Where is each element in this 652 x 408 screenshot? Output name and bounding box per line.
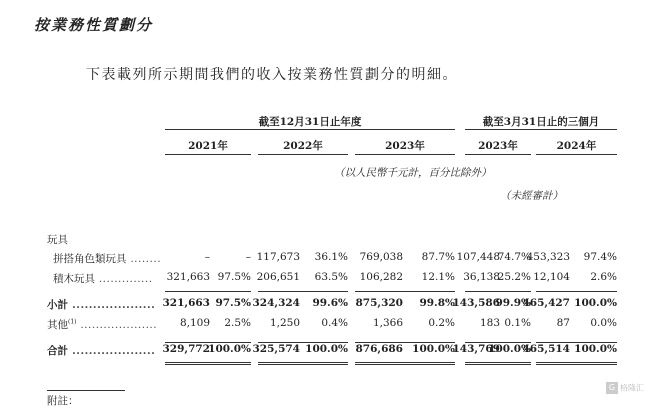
section-label-toys: 玩具 (47, 234, 68, 246)
year-header-2023-q1: 2023年 (478, 140, 518, 152)
total-double-rule (355, 362, 455, 365)
watermark-logo-icon: G (606, 382, 618, 394)
amount-cell: 453,323 (526, 251, 570, 263)
percent-cell: 87.7% (421, 251, 455, 263)
footnote-marker: (1) (68, 318, 77, 326)
total-rule (465, 342, 531, 343)
percent-cell: 12.1% (421, 271, 455, 283)
year-rule (258, 154, 348, 155)
year-header-2024-q1: 2024年 (556, 140, 597, 152)
percent-cell: 100.0% (488, 343, 531, 355)
total-double-rule (536, 362, 617, 365)
row-label-text: 拼搭角色類玩具 (53, 253, 127, 265)
quarter-header-rule (465, 129, 617, 130)
annual-group-header: 截至12月31日止年度 (258, 116, 362, 128)
leader-dots: .................... (68, 299, 156, 311)
amount-cell: 107,448 (456, 251, 500, 263)
percent-cell: 0.4% (321, 317, 348, 329)
watermark: G 格隆汇 (606, 382, 644, 394)
total-rule (536, 342, 617, 343)
leader-dots: .................... (68, 345, 156, 357)
leader-dots: .................... (76, 319, 158, 331)
amount-cell: 769,038 (359, 251, 403, 263)
percent-cell: – (245, 251, 251, 263)
row-label (47, 297, 155, 312)
year-header-2023: 2023年 (385, 140, 425, 152)
percent-cell: 100.0% (574, 297, 617, 309)
percent-cell: 99.6% (312, 297, 348, 309)
amount-cell: 1,366 (372, 317, 403, 329)
subtotal-rule (465, 291, 531, 292)
subtotal-rule (536, 291, 617, 292)
percent-cell: 99.9% (495, 297, 531, 309)
intro-paragraph: 下表載列所示期間我們的收入按業務性質劃分的明細。 (86, 67, 458, 83)
year-rule (165, 154, 251, 155)
row-label (47, 317, 157, 332)
percent-cell: 100.0% (412, 343, 455, 355)
row-label-text: 小計 (47, 299, 68, 311)
subtotal-rule (355, 291, 455, 292)
amount-cell: – (204, 251, 210, 263)
amount-cell: 206,651 (256, 271, 300, 283)
row-label (53, 271, 153, 286)
percent-cell: 2.6% (590, 271, 617, 283)
year-header-2022: 2022年 (283, 140, 323, 152)
subtotal-rule (258, 291, 348, 292)
total-rule (258, 342, 348, 343)
percent-cell: 97.5% (215, 297, 251, 309)
percent-cell: 97.4% (583, 251, 617, 263)
amount-cell: 465,427 (522, 297, 570, 309)
amount-cell: 324,324 (252, 297, 300, 309)
subtotal-rule (165, 291, 251, 292)
year-rule (355, 154, 455, 155)
footnote-label: 附註： (47, 395, 79, 407)
total-double-rule (465, 362, 531, 365)
section-heading: 按業務性質劃分 (34, 16, 154, 34)
amount-cell: 117,673 (256, 251, 300, 263)
percent-cell: 2.5% (224, 317, 251, 329)
amount-cell: 325,574 (252, 343, 300, 355)
percent-cell: 63.5% (314, 271, 348, 283)
percent-cell: 100.0% (208, 343, 251, 355)
total-rule (165, 342, 251, 343)
amount-cell: 321,663 (162, 297, 210, 309)
total-double-rule (258, 362, 348, 365)
amount-cell: 876,686 (355, 343, 403, 355)
amount-cell: 1,250 (269, 317, 300, 329)
amount-cell: 143,586 (452, 297, 500, 309)
row-label (53, 251, 161, 266)
amount-cell: 143,769 (452, 343, 500, 355)
percent-cell: 100.0% (305, 343, 348, 355)
amount-cell: 329,772 (162, 343, 210, 355)
amount-cell: 36,138 (463, 271, 500, 283)
percent-cell: 36.1% (314, 251, 348, 263)
percent-cell: 100.0% (574, 343, 617, 355)
leader-dots: ........ (126, 253, 162, 265)
row-label-text: 合計 (47, 345, 68, 357)
quarter-group-header: 截至3月31日止的三個月 (482, 116, 600, 128)
amount-cell: 106,282 (359, 271, 403, 283)
unaudited-note: （未經審計） (500, 190, 563, 202)
percent-cell: 0.1% (504, 317, 531, 329)
annual-header-rule (165, 129, 455, 130)
amount-cell: 321,663 (166, 271, 210, 283)
percent-cell: 0.0% (590, 317, 617, 329)
row-label-text: 積木玩具 (53, 273, 95, 285)
amount-cell: 183 (479, 317, 500, 329)
footnote-rule (47, 390, 125, 391)
percent-cell: 0.2% (428, 317, 455, 329)
amount-cell: 875,320 (355, 297, 403, 309)
amount-cell: 465,514 (522, 343, 570, 355)
amount-cell: 8,109 (179, 317, 210, 329)
total-double-rule (165, 362, 251, 365)
year-rule (465, 154, 531, 155)
row-label-text: 其他 (47, 319, 68, 331)
total-rule (355, 342, 455, 343)
percent-cell: 74.7% (497, 251, 531, 263)
percent-cell: 97.5% (217, 271, 251, 283)
leader-dots: .............. (95, 273, 153, 285)
percent-cell: 99.8% (419, 297, 455, 309)
row-label (47, 343, 155, 358)
year-rule (536, 154, 617, 155)
amount-cell: 87 (556, 317, 570, 329)
amount-cell: 12,104 (533, 271, 570, 283)
year-header-2021: 2021年 (188, 140, 228, 152)
percent-cell: 25.2% (497, 271, 531, 283)
currency-note: （以人民幣千元計，百分比除外） (334, 167, 492, 179)
